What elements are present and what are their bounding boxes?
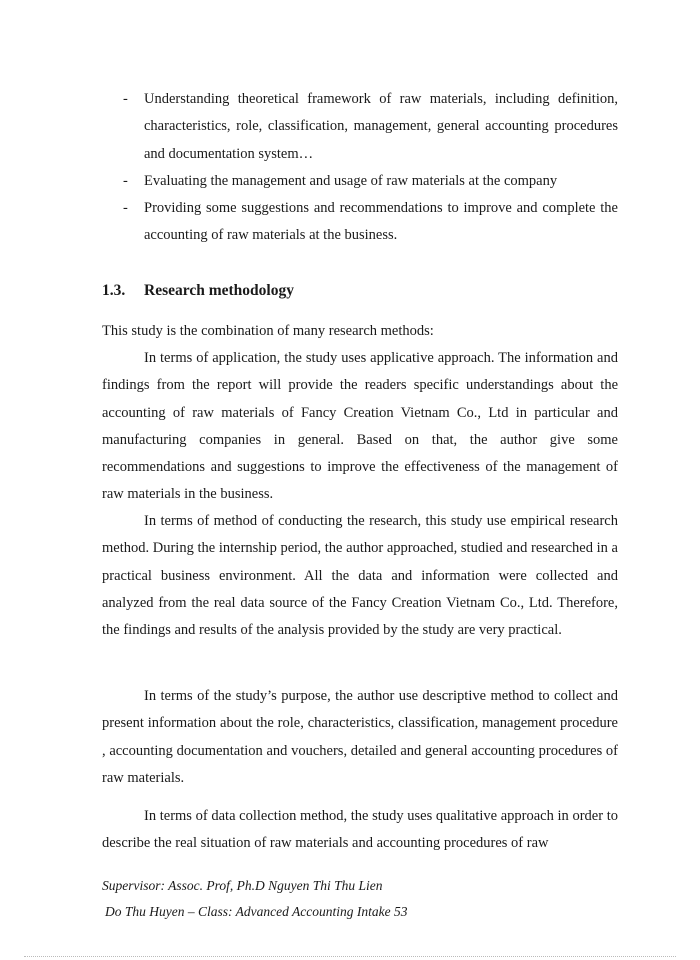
list-item bbox=[120, 195, 618, 250]
bullet-dash: - bbox=[123, 91, 128, 107]
list-item bbox=[120, 168, 618, 195]
section-title: Research methodology bbox=[144, 282, 294, 299]
section-number: 1.3. bbox=[102, 282, 126, 299]
bullet-dash: - bbox=[123, 200, 128, 217]
application-paragraph: In terms of application, the study uses applicative approach. The information and findings from the report will provide the readers specific understandings about the accounting of raw materials of Fancy Creation Vietnam Co., Ltd in particular and manufacturing companies in general. Based on that, the author give some recommendations and suggestions to improve the effectiveness of the management of raw materials in the business. bbox=[102, 350, 618, 503]
list-item-text: Evaluating the management and usage of raw materials at the company bbox=[144, 172, 558, 189]
objectives-list bbox=[120, 86, 618, 250]
footer-student: Do Thu Huyen – Class: Advanced Accounting Intake 53 bbox=[105, 904, 408, 919]
data-collection-paragraph: In terms of data collection method, the study uses qualitative approach in order to describe the real situation of raw materials and accounting procedures of raw bbox=[102, 808, 618, 852]
intro-paragraph: This study is the combination of many research methods: bbox=[102, 323, 434, 339]
list-item-text: Understanding theoretical framework of raw materials, including definition, characteristics, role, classification, management, general accounting procedures and documentation system… bbox=[144, 91, 618, 162]
bullet-dash: - bbox=[123, 172, 128, 189]
list-item-text: Providing some suggestions and recommendations to improve and complete the accounting of raw materials at the business. bbox=[144, 200, 618, 244]
purpose-paragraph: In terms of the study’s purpose, the author use descriptive method to collect and present information about the role, characteristics, classification, management procedure , accounting documentation and vouchers, detailed and general accounting procedures of raw materials. bbox=[102, 688, 618, 786]
section-heading bbox=[102, 280, 294, 302]
page-bottom-divider bbox=[24, 956, 676, 957]
list-item bbox=[120, 86, 618, 168]
method-paragraph: In terms of method of conducting the research, this study use empirical research method. During the internship period, the author approached, studied and researched in a practical business environment. All the data and information were collected and analyzed from the real data source of the Fancy Creation Vietnam Co., Ltd. Therefore, the findings and results of the analysis provided by the study are very practical. bbox=[102, 513, 618, 639]
footer-supervisor: Supervisor: Assoc. Prof, Ph.D Nguyen Thi Thu Lien bbox=[102, 878, 383, 893]
